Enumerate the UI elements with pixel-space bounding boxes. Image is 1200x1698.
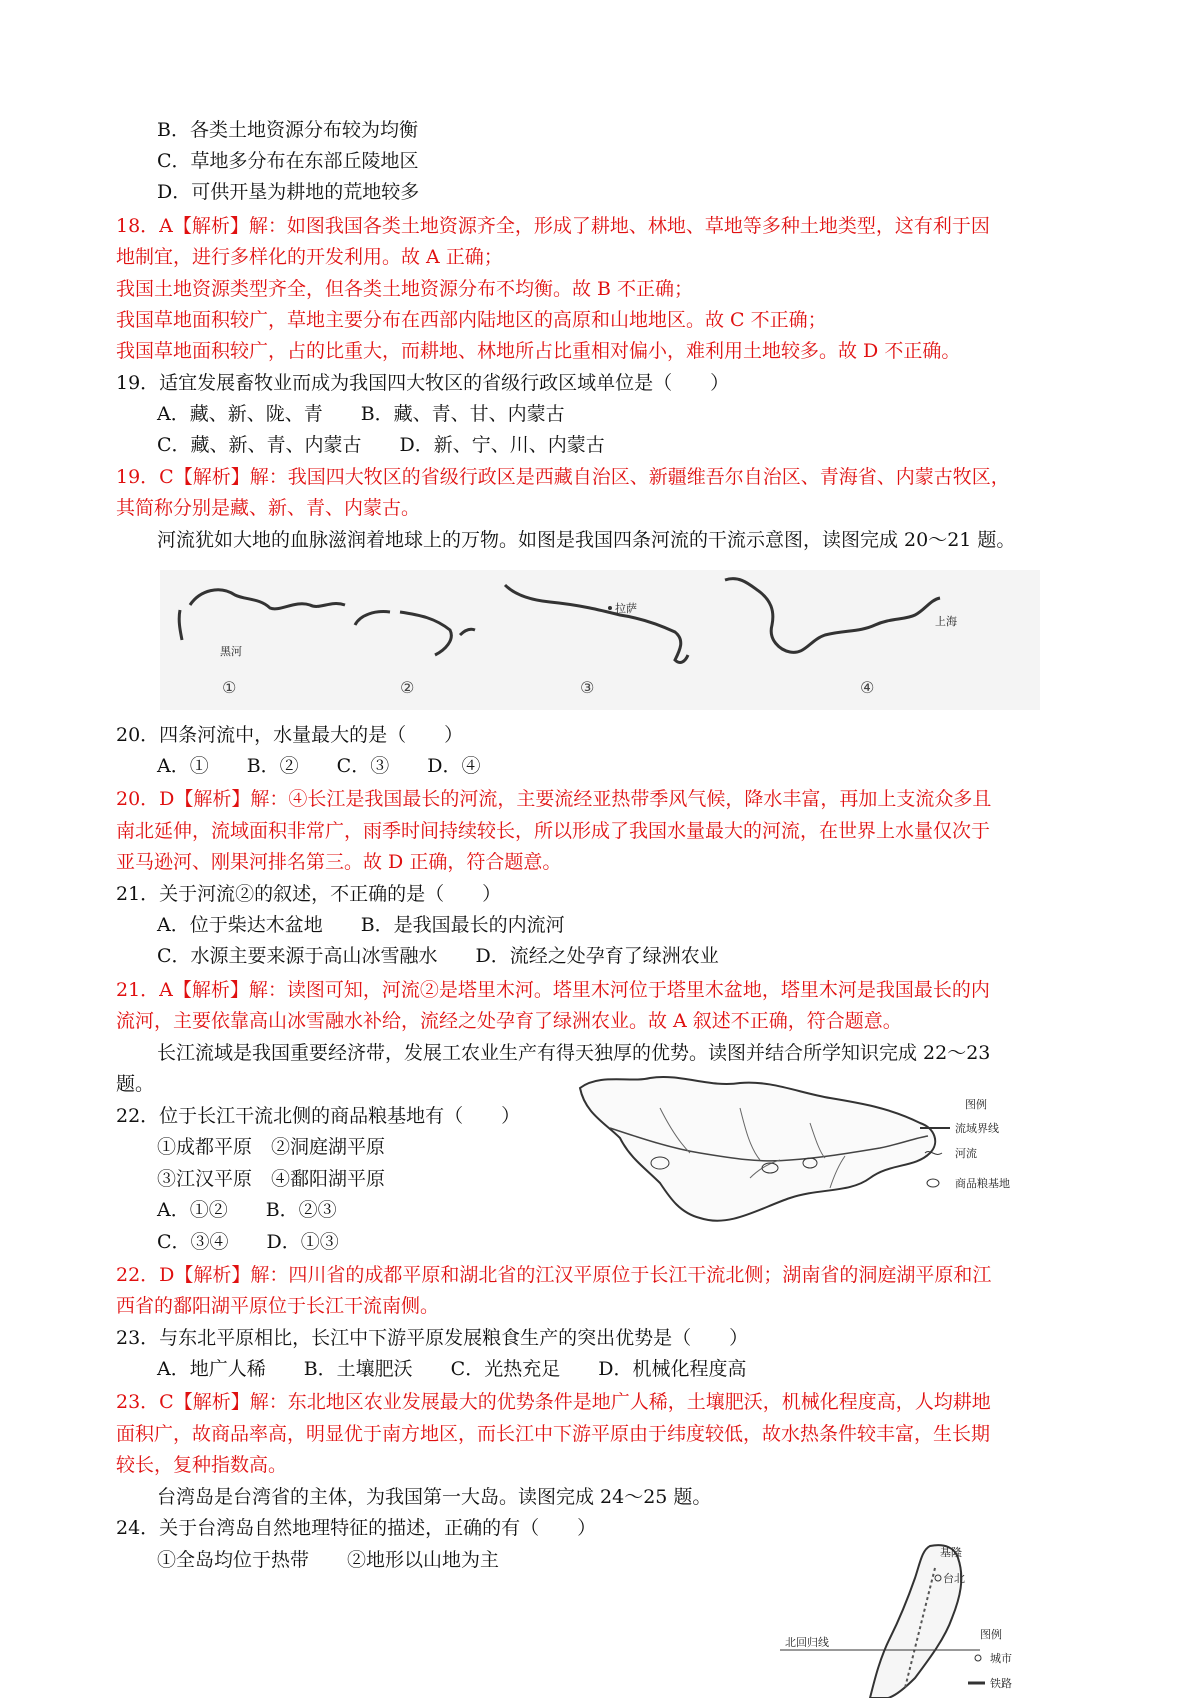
yangtze-basin-figure <box>570 1068 1100 1243</box>
intro-22-23-line2: 题。 <box>116 1073 155 1095</box>
question-19: 19．适宜发展畜牧业而成为我国四大牧区的省级行政区域单位是（ ） <box>116 372 730 394</box>
option-18d: D．可供开垦为耕地的荒地较多 <box>157 181 420 203</box>
rivers-figure <box>160 570 1040 710</box>
intro-20-21: 河流犹如大地的血脉滋润着地球上的万物。如图是我国四条河流的干流示意图，读图完成 20～21 题。 <box>157 529 1016 551</box>
taiwan-figure <box>780 1538 1095 1698</box>
legend-title: 图例 <box>980 1628 1002 1641</box>
river-2-number: ② <box>400 678 415 697</box>
label-heihe: 黑河 <box>220 645 242 658</box>
question-22-items-34: ③江汉平原 ④鄱阳湖平原 <box>157 1168 386 1190</box>
legend-title: 图例 <box>965 1098 987 1111</box>
answer-20-line2: 南北延伸，流域面积非常广，雨季时间持续较长，所以形成了我国水量最大的河流，在世界上水量仅次于 <box>116 820 991 842</box>
river-1-number: ① <box>222 678 237 697</box>
answer-18-line2: 地制宜，进行多样化的开发利用。故 A 正确； <box>116 246 503 268</box>
answer-18: 18．A【解析】解：如图我国各类土地资源齐全，形成了耕地、林地、草地等多种土地类型，这有利于因 <box>116 215 990 237</box>
question-24: 24．关于台湾岛自然地理特征的描述，正确的有（ ） <box>116 1517 597 1539</box>
answer-18-line5: 我国草地面积较广，占的比重大，而耕地、林地所占比重相对偏小，难利用土地较多。故 D 不正确。 <box>116 340 961 362</box>
question-24-items-12: ①全岛均位于热带 ②地形以山地为主 <box>157 1549 500 1571</box>
answer-21-line2: 流河，主要依靠高山冰雪融水补给，流经之处孕育了绿洲农业。故 A 叙述不正确，符合题意。 <box>116 1010 902 1032</box>
option-18c: C．草地多分布在东部丘陵地区 <box>157 150 419 172</box>
options-21-cd: C．水源主要来源于高山冰雪融水 D．流经之处孕育了绿洲农业 <box>157 945 719 967</box>
options-19-ab: A．藏、新、陇、青 B．藏、青、甘、内蒙古 <box>157 403 565 425</box>
answer-21: 21．A【解析】解：读图可知，河流②是塔里木河。塔里木河位于塔里木盆地，塔里木河是我国最长的内 <box>116 979 990 1001</box>
answer-18-line4: 我国草地面积较广，草地主要分布在西部内陆地区的高原和山地地区。故 C 不正确； <box>116 309 827 331</box>
options-20: A．① B．② C．③ D．④ <box>157 755 481 777</box>
options-22-ab: A．①② B．②③ <box>157 1199 337 1221</box>
legend-railway: 铁路 <box>990 1677 1012 1690</box>
label-taibei: 台北 <box>943 1572 965 1585</box>
legend-city: 城市 <box>990 1652 1012 1665</box>
label-shanghai: 上海 <box>935 615 957 628</box>
river-4-number: ④ <box>860 678 875 697</box>
question-22-items-12: ①成都平原 ②洞庭湖平原 <box>157 1136 386 1158</box>
river-3-number: ③ <box>580 678 595 697</box>
options-22-cd: C．③④ D．①③ <box>157 1231 339 1253</box>
answer-20: 20．D【解析】解：④长江是我国最长的河流，主要流经亚热带季风气候，降水丰富，再加上支流众多且 <box>116 788 992 810</box>
question-23: 23．与东北平原相比，长江中下游平原发展粮食生产的突出优势是（ ） <box>116 1327 749 1349</box>
answer-23-line3: 较长，复种指数高。 <box>116 1454 288 1476</box>
options-21-ab: A．位于柴达木盆地 B．是我国最长的内流河 <box>157 914 565 936</box>
question-20: 20．四条河流中，水量最大的是（ ） <box>116 724 464 746</box>
option-18b: B．各类土地资源分布较为均衡 <box>157 119 418 141</box>
legend-river: 河流 <box>955 1147 977 1160</box>
label-lasa: 拉萨 <box>615 602 637 615</box>
answer-22-line2: 西省的鄱阳湖平原位于长江干流南侧。 <box>116 1295 440 1317</box>
legend-boundary: 流域界线 <box>955 1122 999 1135</box>
label-jilong: 基隆 <box>940 1546 962 1559</box>
answer-18-line3: 我国土地资源类型齐全，但各类土地资源分布不均衡。故 B 不正确； <box>116 278 694 300</box>
answer-20-line3: 亚马逊河、刚果河排名第三。故 D 正确，符合题意。 <box>116 851 562 873</box>
options-23: A．地广人稀 B．土壤肥沃 C．光热充足 D．机械化程度高 <box>157 1358 747 1380</box>
answer-19: 19．C【解析】解：我国四大牧区的省级行政区是西藏自治区、新疆维吾尔自治区、青海省、内蒙古牧区， <box>116 466 1010 488</box>
question-21: 21．关于河流②的叙述，不正确的是（ ） <box>116 883 502 905</box>
label-tropic: 北回归线 <box>785 1636 829 1649</box>
answer-23-line2: 面积广，故商品率高，明显优于南方地区，而长江中下游平原由于纬度较低，故水热条件较丰富，生长期 <box>116 1423 991 1445</box>
answer-22: 22．D【解析】解：四川省的成都平原和湖北省的江汉平原位于长江干流北侧；湖南省的洞庭湖平原和江 <box>116 1264 992 1286</box>
answer-19-line2: 其简称分别是藏、新、青、内蒙古。 <box>116 497 421 519</box>
intro-22-23: 长江流域是我国重要经济带，发展工农业生产有得天独厚的优势。读图并结合所学知识完成 22～23 <box>157 1042 991 1064</box>
intro-24-25: 台湾岛是台湾省的主体，为我国第一大岛。读图完成 24～25 题。 <box>157 1486 712 1508</box>
options-19-cd: C．藏、新、青、内蒙古 D．新、宁、川、内蒙古 <box>157 434 605 456</box>
answer-23: 23．C【解析】解：东北地区农业发展最大的优势条件是地广人稀，土壤肥沃，机械化程度高，人均耕地 <box>116 1391 991 1413</box>
question-22: 22．位于长江干流北侧的商品粮基地有（ ） <box>116 1105 521 1127</box>
legend-grain-base: 商品粮基地 <box>955 1177 1010 1190</box>
